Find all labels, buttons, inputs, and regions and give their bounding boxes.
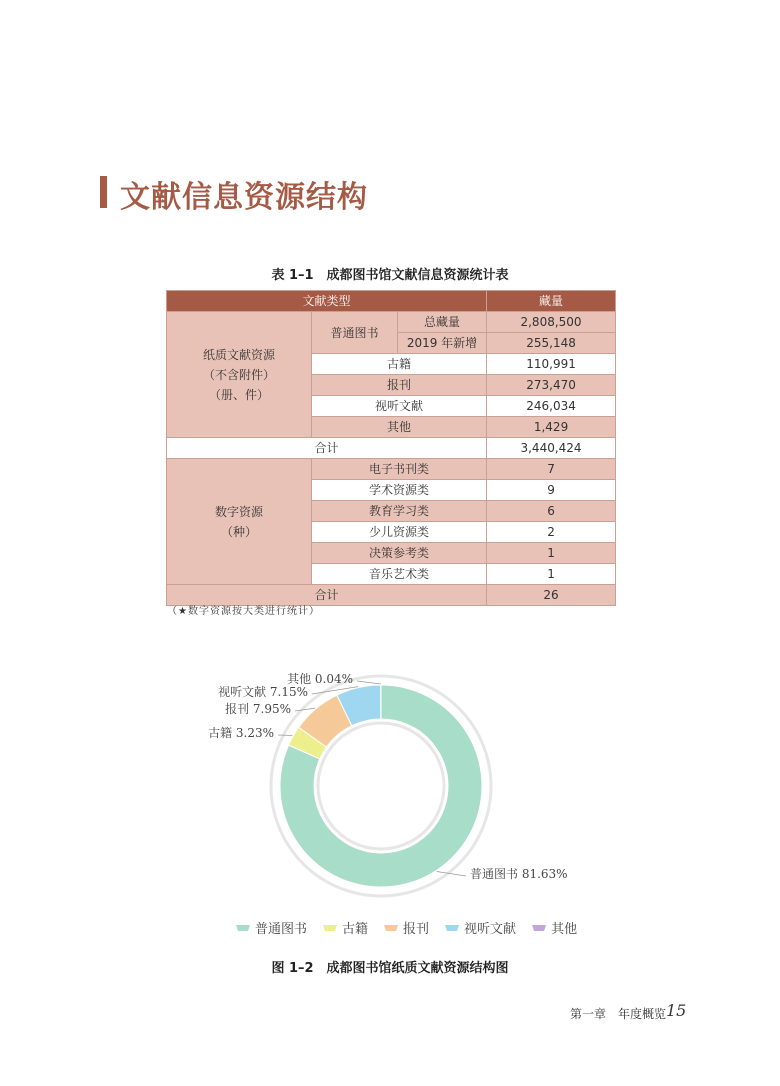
books-new-label: 2019 年新增 <box>398 333 487 354</box>
footer-chapter: 第一章 年度概览 <box>570 1007 667 1021</box>
paper-row-value: 246,034 <box>487 396 616 417</box>
paper-row-label: 其他 <box>312 417 487 438</box>
digital-row-value: 2 <box>487 522 616 543</box>
paper-group-line2: （不含附件） <box>202 367 275 382</box>
books-total-label: 总藏量 <box>398 312 487 333</box>
digital-row-label: 音乐艺术类 <box>312 564 487 585</box>
header-type: 文献类型 <box>167 291 487 312</box>
legend-swatch <box>384 925 398 931</box>
figure-caption: 图 1–2 成都图书馆纸质文献资源结构图 <box>271 961 509 976</box>
digital-row-label: 学术资源类 <box>312 480 487 501</box>
callout-line <box>295 708 315 711</box>
legend-swatch <box>236 925 250 931</box>
digital-row-value: 6 <box>487 501 616 522</box>
digital-row-label: 决策参考类 <box>312 543 487 564</box>
data-label: 普通图书 81.63% <box>470 867 568 881</box>
table-note: （★数字资源按大类进行统计） <box>167 606 320 617</box>
books-label: 普通图书 <box>312 312 398 354</box>
digital-row-label: 教育学习类 <box>312 501 487 522</box>
data-label: 其他 0.04% <box>287 672 353 686</box>
legend-label: 古籍 <box>342 922 369 937</box>
paper-row-label: 视听文献 <box>312 396 487 417</box>
table-caption: 表 1–1 成都图书馆文献信息资源统计表 <box>271 268 509 283</box>
callout-line <box>357 681 381 684</box>
paper-row-value: 110,991 <box>487 354 616 375</box>
paper-row-value: 1,429 <box>487 417 616 438</box>
digital-group-line2: （种） <box>220 524 257 539</box>
digital-row-label: 电子书刊类 <box>312 459 487 480</box>
paper-subtotal-value: 3,440,424 <box>487 438 616 459</box>
paper-group-line1: 纸质文献资源 <box>202 347 275 362</box>
legend-label: 其他 <box>551 922 578 937</box>
digital-group-line1: 数字资源 <box>214 504 263 519</box>
data-label: 报刊 7.95% <box>225 702 291 716</box>
digital-row-value: 1 <box>487 543 616 564</box>
inner-guide-ring <box>318 723 444 849</box>
paper-subtotal-label: 合计 <box>167 438 487 459</box>
legend-swatch <box>323 925 337 931</box>
paper-row-label: 报刊 <box>312 375 487 396</box>
paper-row-value: 273,470 <box>487 375 616 396</box>
data-label: 古籍 3.23% <box>208 726 274 740</box>
page-number: 15 <box>666 1001 687 1020</box>
books-total-value: 2,808,500 <box>487 312 616 333</box>
books-new-value: 255,148 <box>487 333 616 354</box>
digital-subtotal-label: 合计 <box>167 585 487 606</box>
digital-row-label: 少儿资源类 <box>312 522 487 543</box>
digital-row-value: 7 <box>487 459 616 480</box>
paper-group-line3: （册、件） <box>208 387 269 402</box>
digital-row-value: 1 <box>487 564 616 585</box>
digital-subtotal-value: 26 <box>487 585 616 606</box>
digital-row-value: 9 <box>487 480 616 501</box>
paper-row-label: 古籍 <box>312 354 487 375</box>
legend-label: 普通图书 <box>255 922 308 937</box>
legend-swatch <box>445 925 459 931</box>
legend-label: 视听文献 <box>464 922 517 937</box>
legend-label: 报刊 <box>403 922 430 937</box>
header-amount: 藏量 <box>487 291 616 312</box>
section-title: 文献信息资源结构 <box>120 180 368 215</box>
data-label: 视听文献 7.15% <box>218 685 308 699</box>
legend-swatch <box>532 925 546 931</box>
